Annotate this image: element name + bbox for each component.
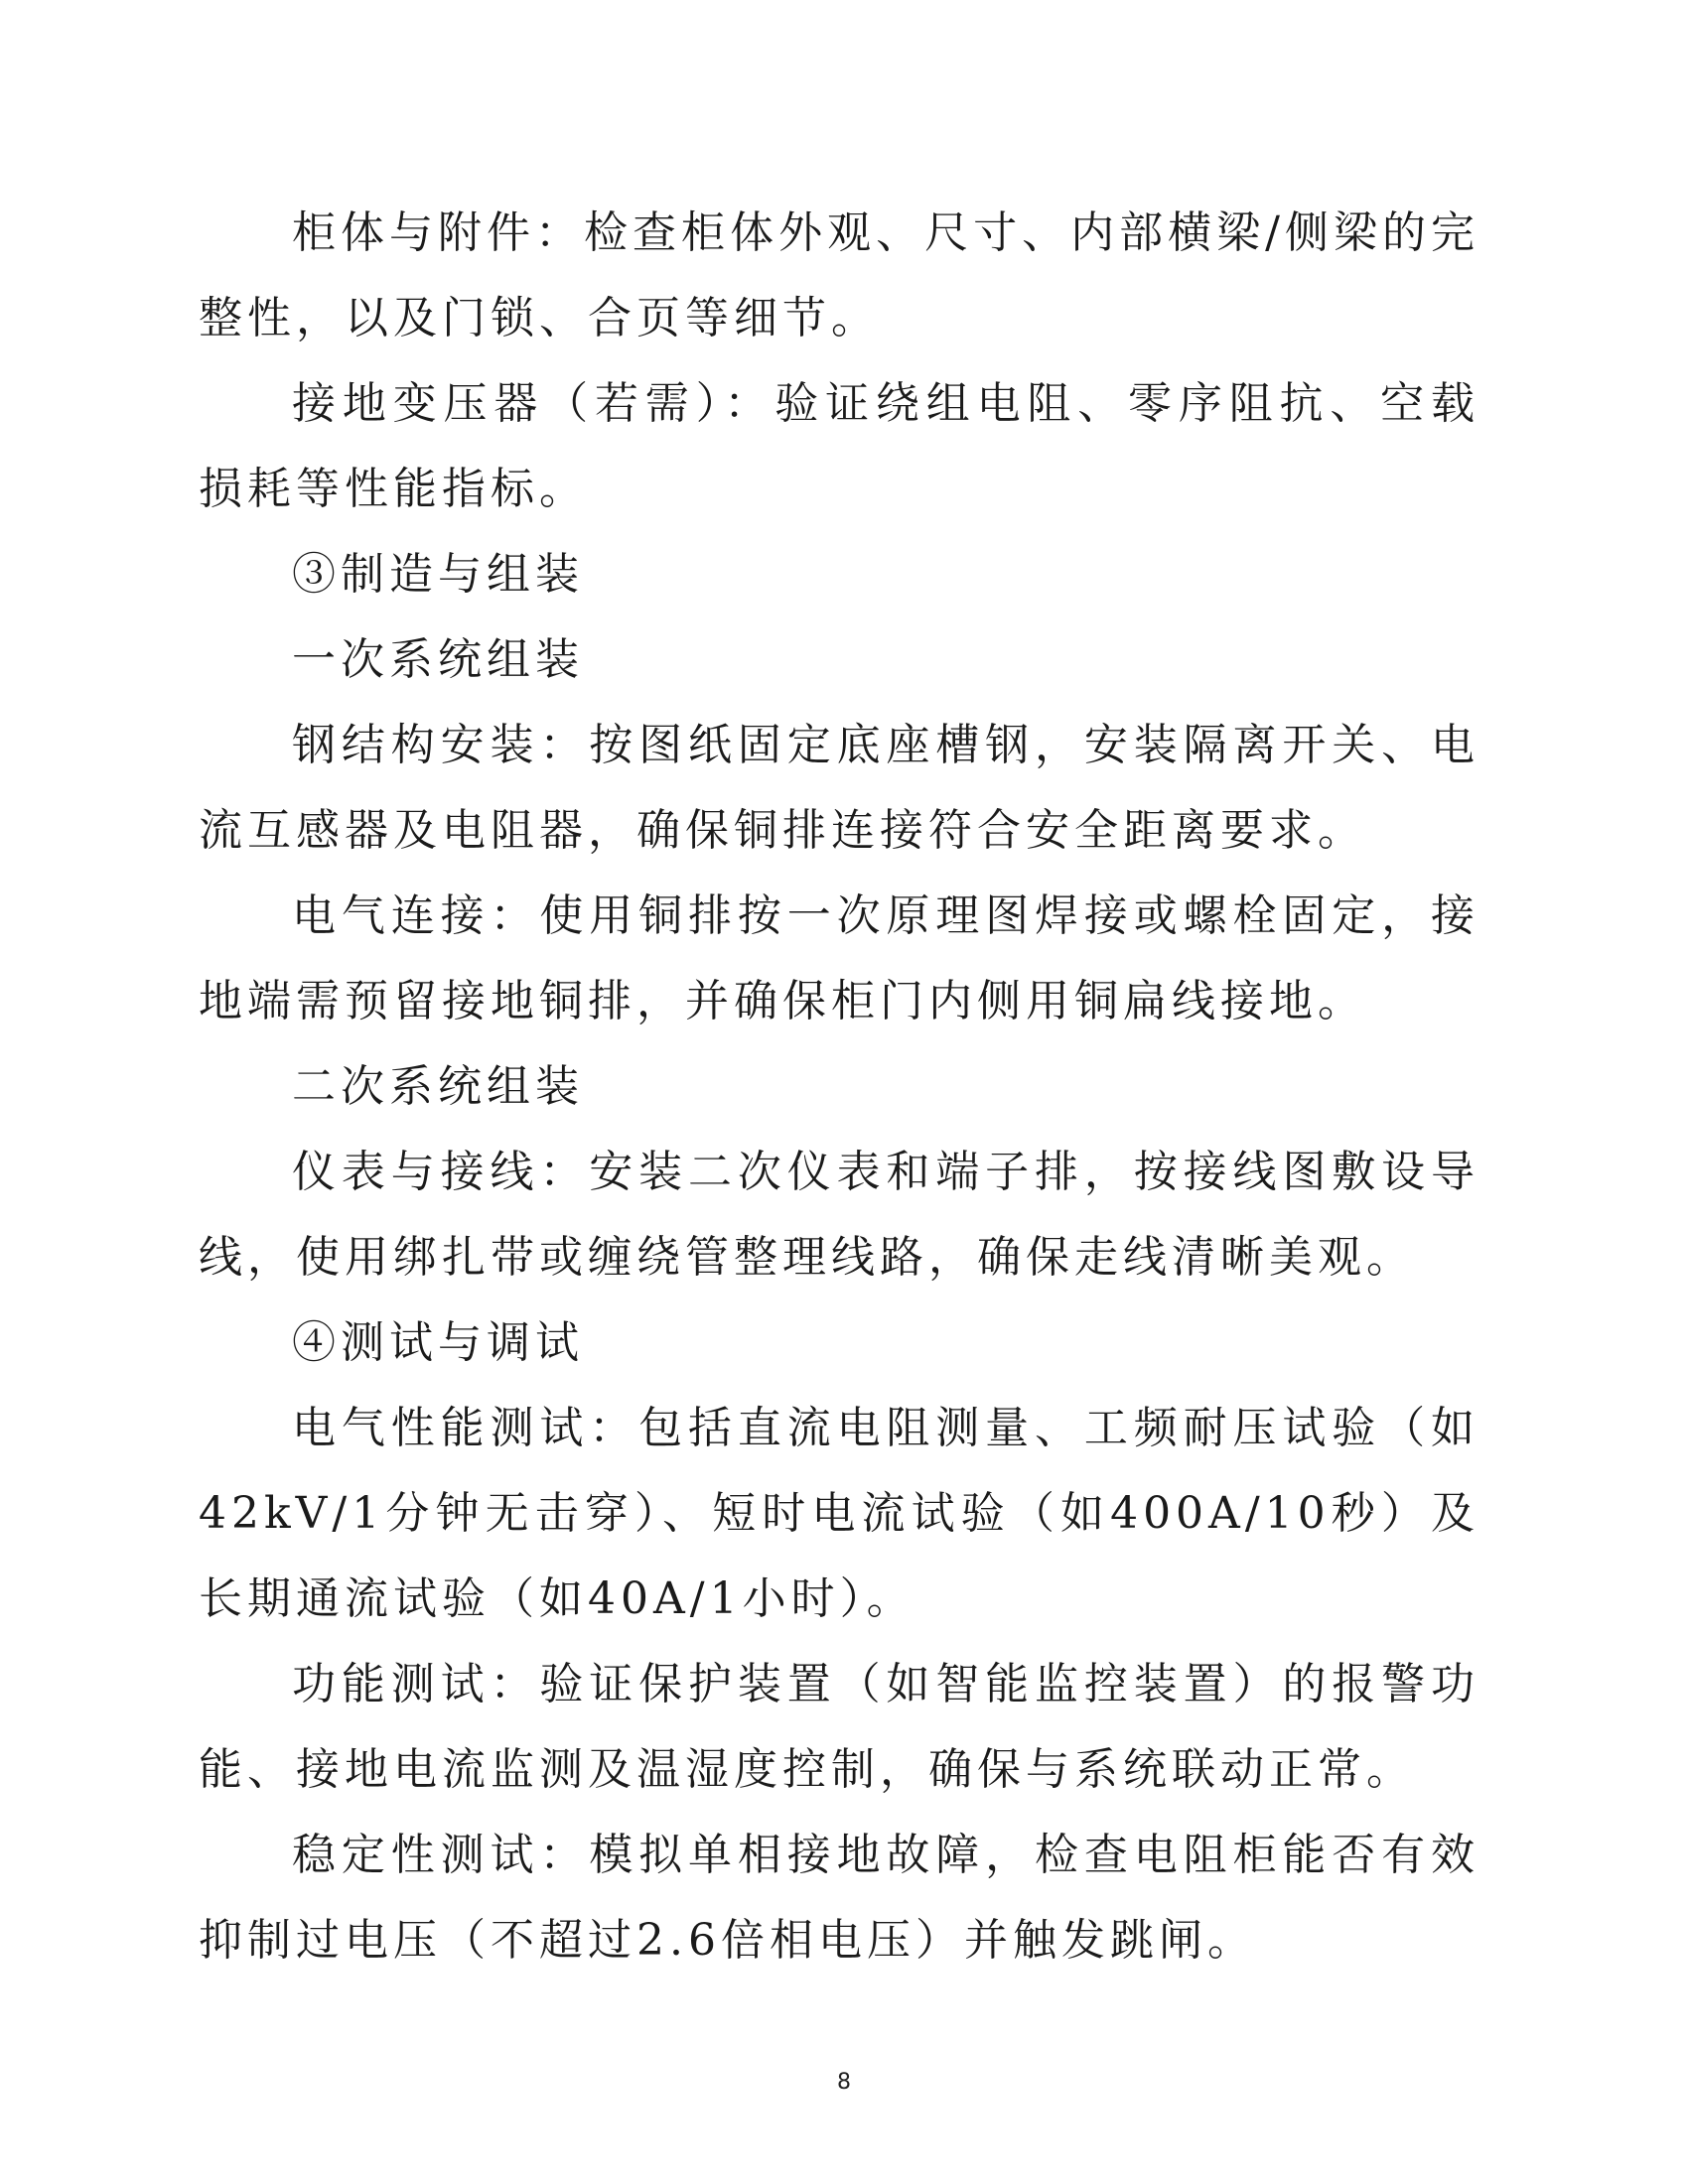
paragraph-stability-test: 稳定性测试：模拟单相接地故障，检查电阻柜能否有效抑制过电压（不超过2.6倍相电压）并触发跳闸。 <box>199 1830 1479 1966</box>
paragraph-steel-structure: 钢结构安装：按图纸固定底座槽钢，安装隔离开关、电流互感器及电阻器，确保铜排连接符合安全距离要求。 <box>199 720 1479 856</box>
paragraph-electrical-performance-test: 电气性能测试：包括直流电阻测量、工频耐压试验（如42kV/1分钟无击穿）、短时电流试验（如400A/10秒）及长期通流试验（如40A/1小时）。 <box>199 1403 1479 1624</box>
paragraph-grounding-transformer: 接地变压器（若需）：验证绕组电阻、零序阻抗、空载损耗等性能指标。 <box>199 378 1479 514</box>
subheading-primary-assembly: 一次系统组装 <box>292 634 584 685</box>
paragraph-function-test: 功能测试：验证保护装置（如智能监控装置）的报警功能、接地电流监测及温湿度控制，确保与系统联动正常。 <box>199 1659 1479 1795</box>
paragraph-instruments-wiring: 仪表与接线：安装二次仪表和端子排，按接线图敷设导线，使用绑扎带或缠绕管整理线路，确保走线清晰美观。 <box>199 1147 1479 1283</box>
paragraph-cabinet-accessories: 柜体与附件：检查柜体外观、尺寸、内部横梁/侧梁的完整性，以及门锁、合页等细节。 <box>199 207 1479 343</box>
document-body <box>199 191 1479 1983</box>
paragraph-electrical-connection: 电气连接：使用铜排按一次原理图焊接或螺栓固定，接地端需预留接地铜排，并确保柜门内侧用铜扁线接地。 <box>199 890 1479 1026</box>
heading-testing-commissioning: ④测试与调试 <box>292 1317 584 1368</box>
subheading-secondary-assembly: 二次系统组装 <box>292 1061 584 1112</box>
page-number: 8 <box>837 2070 851 2095</box>
heading-manufacturing-assembly: ③制造与组装 <box>292 549 584 600</box>
